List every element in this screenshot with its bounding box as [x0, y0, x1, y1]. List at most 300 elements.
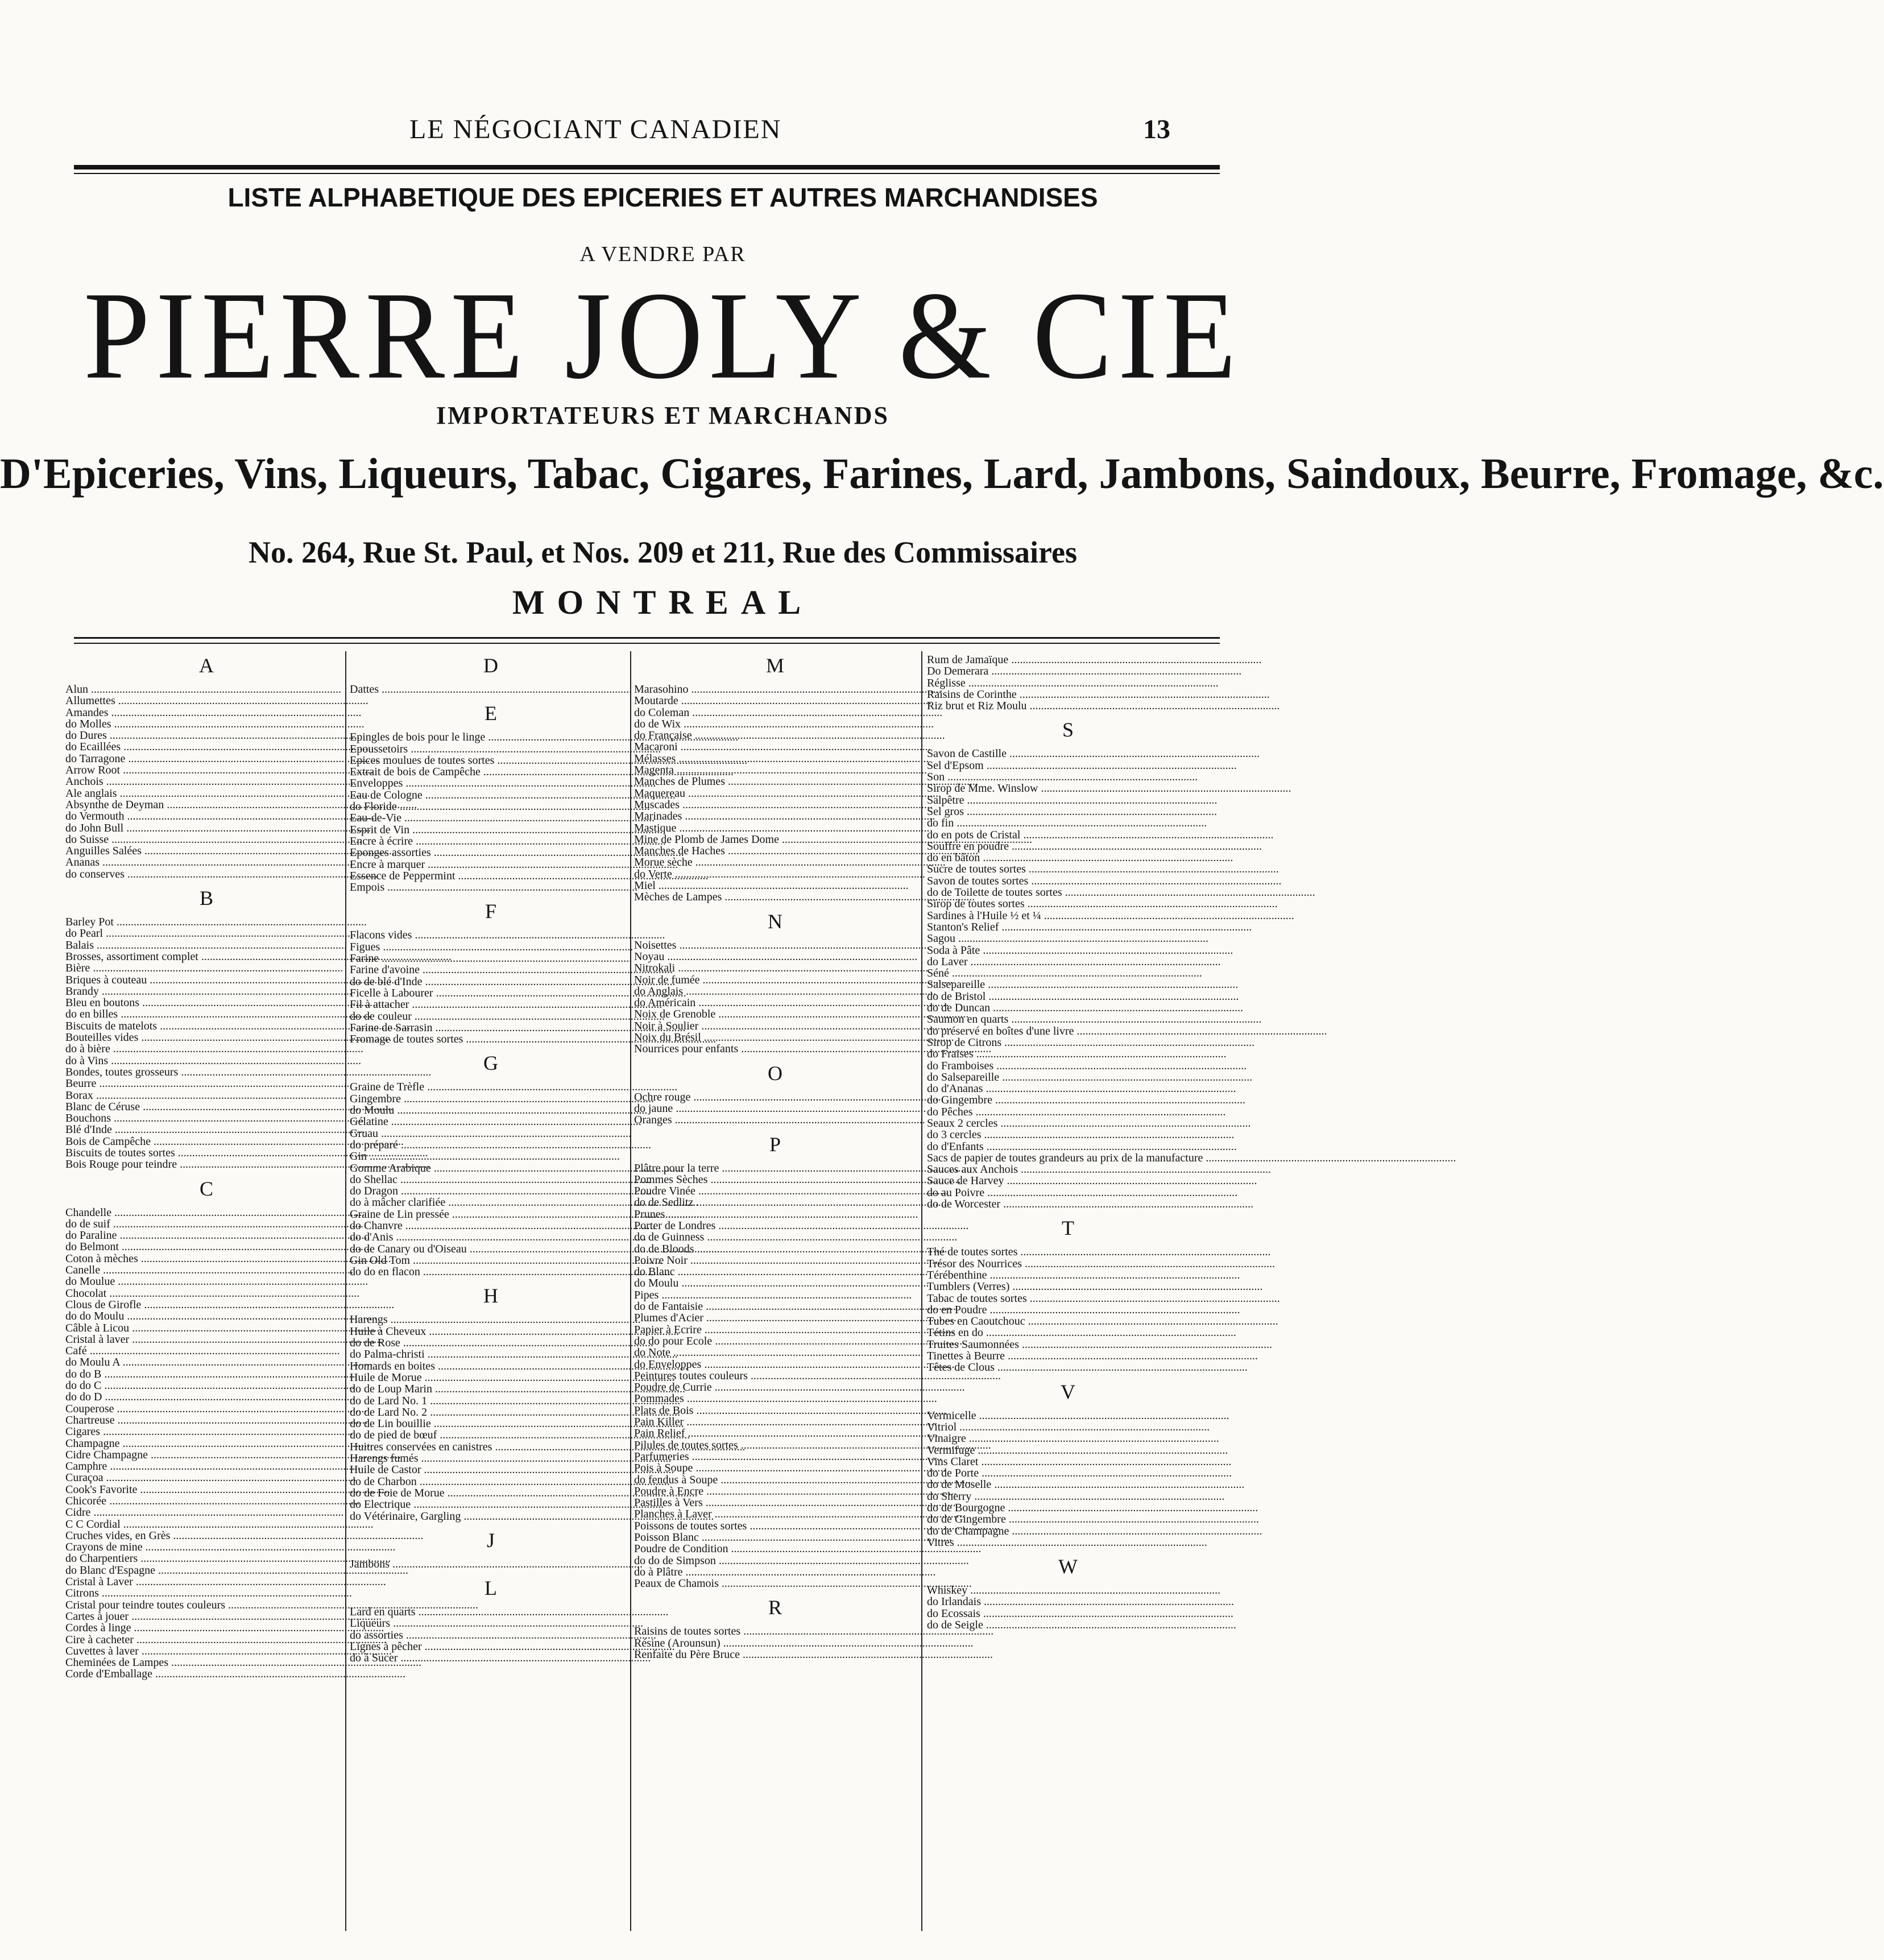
list-item: Poisson Blanc ..... [634, 1532, 918, 1543]
list-item: do à Plâtre ..... [634, 1566, 918, 1578]
list-item: Vitriol ..... [927, 1421, 1211, 1433]
list-item: do Ecossais ..... [927, 1608, 1211, 1619]
list-item: do de Bristol ..... [927, 991, 1211, 1002]
list-item: Mèches de Lampes ..... [634, 891, 918, 903]
list-item: Gélatine ..... [350, 1116, 634, 1127]
letter-heading: O [768, 1061, 785, 1085]
list-item: Lignes à pêcher ..... [350, 1641, 634, 1652]
list-item: Bois Rouge pour teindre ..... [65, 1159, 350, 1170]
list-item: Peaux de Chamois ..... [634, 1578, 918, 1589]
list-item: Pastilles à Vers ..... [634, 1497, 918, 1508]
list-item: do Floride ..... [350, 801, 634, 812]
list-item: Corde d'Emballage ..... [65, 1668, 350, 1680]
list-item: Vinaigre ..... [927, 1433, 1211, 1444]
list-item: Graine de Lin pressée ..... [350, 1209, 634, 1220]
list-item: C C Cordial ..... [65, 1519, 350, 1530]
list-item: Poudre de Condition ..... [634, 1543, 918, 1554]
list-item: Absynthe de Deyman ..... [65, 799, 350, 811]
list-item: Maquereau ..... [634, 788, 918, 799]
list-item: Extrait de bois de Campêche ..... [350, 766, 634, 778]
list-item: do de Porte ..... [927, 1467, 1211, 1479]
list-item: Mastique ..... [634, 822, 918, 834]
list-item: Encre à écrire ..... [350, 836, 634, 847]
list-item: do conserves ..... [65, 869, 350, 880]
list-item: Pilules de toutes sortes ..... [634, 1440, 918, 1451]
list-item: Eau de Cologne ..... [350, 789, 634, 801]
list-item: do Gingembre ..... [927, 1094, 1211, 1106]
list-item: do Framboises ..... [927, 1060, 1211, 1072]
list-item: do Française ..... [634, 730, 918, 741]
goods-line: D'Epiceries, Vins, Liqueurs, Tabac, Cigares, Farines, Lard, Jambons, Saindoux, Beurre, Fromage, &c. [0, 450, 1884, 498]
list-item: Chartreuse ..... [65, 1415, 350, 1426]
list-item: do de Champagne ..... [927, 1525, 1211, 1537]
list-item: Salpêtre ..... [927, 795, 1211, 806]
list-item: do Américain ..... [634, 997, 918, 1008]
list-item: Sel gros ..... [927, 806, 1211, 817]
list-item: Ochre rouge ..... [634, 1091, 918, 1103]
list-item: Cartes à jouer ..... [65, 1611, 350, 1622]
letter-heading: P [769, 1132, 784, 1156]
list-item: Pommades ..... [634, 1393, 918, 1404]
list-item: do en bâton ..... [927, 852, 1211, 863]
list-item: Poudre à Encre ..... [634, 1486, 918, 1497]
list-item: do Shellac ..... [350, 1174, 634, 1185]
list-item: do Ecaillées ..... [65, 741, 350, 752]
list-item: do en Poudre ..... [927, 1304, 1211, 1316]
list-item: do d'Ananas ..... [927, 1083, 1211, 1094]
list-item: Cidre Champagne ..... [65, 1449, 350, 1461]
letter-heading: H [483, 1284, 500, 1308]
list-item: Fromage de toutes sortes ..... [350, 1033, 634, 1045]
list-item: do de Lin bouillie ..... [350, 1418, 634, 1429]
list-item: Sucre de toutes sortes ..... [927, 863, 1211, 875]
list-item: do Molles ..... [65, 718, 350, 730]
company-name: PIERRE JOLY & CIE [83, 266, 1243, 406]
list-item: Lard en quarts ..... [350, 1606, 634, 1618]
city-name: MONTREAL [512, 584, 814, 621]
list-item: Nitrokali ..... [634, 962, 918, 974]
list-item: Harengs fumés ..... [350, 1453, 634, 1464]
list-item: Cruches vides, en Grès ..... [65, 1530, 350, 1541]
list-item: Marinades ..... [634, 811, 918, 822]
list-item: Chicorée ..... [65, 1495, 350, 1507]
list-item: Mine de Plomb de James Dome ..... [634, 834, 918, 845]
list-item: Muscades ..... [634, 799, 918, 811]
list-item: Renfaite du Père Bruce ..... [634, 1649, 918, 1660]
list-item: Poissons de toutes sortes ..... [634, 1520, 918, 1532]
list-item: Briques à couteau ..... [65, 974, 350, 986]
list-item: Câble à Licou ..... [65, 1322, 350, 1334]
list-item: do do de Simpson ..... [634, 1555, 918, 1566]
list-item: Homards en boites ..... [350, 1361, 634, 1372]
list-item: Essence de Peppermint ..... [350, 870, 634, 882]
list-item: Gingembre ..... [350, 1093, 634, 1105]
list-item: Alun ..... [65, 684, 350, 695]
letter-heading: A [199, 654, 216, 677]
list-item: Cordes à linge ..... [65, 1622, 350, 1634]
list-item: Planches à Laver ..... [634, 1508, 918, 1520]
list-item: Harengs ..... [350, 1314, 634, 1325]
list-item: Noix du Brésil ..... [634, 1032, 918, 1043]
list-item: do de Foie de Morue ..... [350, 1487, 634, 1499]
list-item: Liqueurs ..... [350, 1618, 634, 1629]
page-number: 13 [1143, 114, 1170, 144]
list-item: Plâtre pour la terre ..... [634, 1163, 918, 1174]
list-item: do Moulu ..... [634, 1277, 918, 1289]
list-item: Enveloppes ..... [350, 778, 634, 789]
list-item: Noix de Grenoble ..... [634, 1008, 918, 1020]
list-item: do do D ..... [65, 1391, 350, 1403]
list-item: Sirop de toutes sortes ..... [927, 898, 1211, 909]
list-item: Miel ..... [634, 880, 918, 891]
list-item: do de pied de bœuf ..... [350, 1429, 634, 1441]
journal-title: LE NÉGOCIANT CANADIEN [409, 114, 782, 144]
list-item: Epingles de bois pour le linge ..... [350, 731, 634, 743]
list-item: Bondes, toutes grosseurs ..... [65, 1066, 350, 1078]
list-item: do Vétérinaire, Gargling ..... [350, 1511, 634, 1522]
list-item: do Pêches ..... [927, 1106, 1211, 1118]
list-item: do de Toilette de toutes sortes ..... [927, 887, 1211, 898]
list-item: Sardines à l'Huile ½ et ¼ ..... [927, 910, 1211, 921]
list-item: do Laver ..... [927, 956, 1211, 967]
list-item: Dattes ..... [350, 684, 634, 695]
list-item: Anchois ..... [65, 776, 350, 787]
list-item: Parfumeries ..... [634, 1451, 918, 1462]
list-item: Ficelle à Labourer ..... [350, 987, 634, 999]
list-item: Blanc de Céruse ..... [65, 1101, 350, 1113]
list-item: Raisins de toutes sortes ..... [634, 1626, 918, 1637]
list-top-rule-thin [74, 643, 1220, 644]
list-item: Poudre de Currie ..... [634, 1382, 918, 1393]
letter-heading: L [485, 1577, 499, 1600]
company-subtitle: IMPORTATEURS ET MARCHANDS [436, 402, 890, 429]
list-item: do d'Enfants ..... [927, 1141, 1211, 1152]
list-item: Prunes ..... [634, 1209, 918, 1220]
list-item: Ale anglais ..... [65, 788, 350, 799]
list-item: Huile à Cheveux ..... [350, 1326, 634, 1337]
list-item: Noir à Soulier ..... [634, 1020, 918, 1032]
list-item: Arrow Root ..... [65, 764, 350, 776]
list-item: do Chanvre ..... [350, 1220, 634, 1231]
list-item: Do Demerara ..... [927, 665, 1211, 677]
list-item: Sacs de papier de toutes grandeurs au prix de la manufacture ..... [927, 1152, 1211, 1164]
list-item: Pain Killer ..... [634, 1416, 918, 1428]
list-item: Sel d'Epsom ..... [927, 760, 1211, 771]
list-item: do jaune ..... [634, 1103, 918, 1114]
list-item: do de Lard No. 2 ..... [350, 1407, 634, 1418]
list-item: do Palma-christi ..... [350, 1349, 634, 1360]
list-item: do do B ..... [65, 1368, 350, 1380]
list-item: do de Loup Marin ..... [350, 1383, 634, 1395]
list-item: do Anglais ..... [634, 986, 918, 997]
list-item: Whiskey ..... [927, 1585, 1211, 1596]
list-item: do à Sucer ..... [350, 1652, 634, 1664]
list-item: Cook's Favorite ..... [65, 1484, 350, 1495]
letter-heading: E [485, 702, 499, 725]
list-item: do Dures ..... [65, 730, 350, 741]
list-item: Citrons ..... [65, 1587, 350, 1599]
list-item: Noisettes ..... [634, 940, 918, 951]
list-item: do de Canary ou d'Oiseau ..... [350, 1243, 634, 1255]
list-item: Flacons vides ..... [350, 929, 634, 941]
list-item: Huile de Morue ..... [350, 1372, 634, 1383]
list-item: do de Gingembre ..... [927, 1514, 1211, 1525]
list-item: Farine ..... [350, 953, 634, 964]
letter-heading: G [483, 1052, 500, 1075]
list-item: do Moulu ..... [350, 1105, 634, 1116]
list-item: do Irlandais ..... [927, 1596, 1211, 1607]
list-item: do Pearl ..... [65, 928, 350, 939]
list-item: do à mâcher clarifiée ..... [350, 1197, 634, 1208]
list-item: Marasohino ..... [634, 684, 918, 695]
list-item: do do pour Ecole ..... [634, 1335, 918, 1347]
list-item: Sauce de Harvey ..... [927, 1175, 1211, 1186]
list-item: do de Seigle ..... [927, 1619, 1211, 1631]
list-item: Balais ..... [65, 940, 350, 951]
list-item: Tubes en Caoutchouc ..... [927, 1316, 1211, 1327]
list-item: Gruau ..... [350, 1128, 634, 1139]
letter-heading: B [199, 887, 216, 910]
list-item: do John Bull ..... [65, 822, 350, 834]
list-item: do do Moulu ..... [65, 1310, 350, 1322]
list-item: Eponges assorties ..... [350, 847, 634, 858]
list-item: Mélasses ..... [634, 753, 918, 764]
list-item: Vermifuge ..... [927, 1445, 1211, 1456]
list-item: Chandelle ..... [65, 1207, 350, 1218]
list-item: Encre à marquer ..... [350, 859, 634, 870]
list-item: do Sherry ..... [927, 1491, 1211, 1502]
list-item: Crayons de mine ..... [65, 1541, 350, 1553]
list-item: Cidre ..... [65, 1507, 350, 1518]
list-item: do fendus à Soupe ..... [634, 1474, 918, 1486]
list-item: Réglisse ..... [927, 677, 1211, 689]
list-item: do Blanc d'Espagne ..... [65, 1565, 350, 1576]
list-item: Porter de Londres ..... [634, 1220, 918, 1231]
list-item: Pommes Sèches ..... [634, 1174, 918, 1185]
list-item: Oranges ..... [634, 1114, 918, 1126]
list-item: Pois à Soupe ..... [634, 1462, 918, 1474]
list-item: Bouteilles vides ..... [65, 1032, 350, 1043]
list-item: Plumes d'Acier ..... [634, 1312, 918, 1324]
list-item: do Tarragone ..... [65, 753, 350, 764]
list-item: Curaçoa ..... [65, 1472, 350, 1483]
list-column-3 [634, 654, 918, 1660]
list-item: Bois de Campêche ..... [65, 1136, 350, 1147]
list-item: do de Rose ..... [350, 1337, 634, 1349]
list-item: Truites Saumonnées ..... [927, 1339, 1211, 1350]
list-item: Tinettes à Beurre ..... [927, 1350, 1211, 1362]
list-item: Cristal à laver ..... [65, 1334, 350, 1345]
list-item: do au Poivre ..... [927, 1187, 1211, 1198]
list-item: Son ..... [927, 771, 1211, 783]
list-item: Riz brut et Riz Moulu ..... [927, 700, 1211, 712]
list-item: Camphre ..... [65, 1461, 350, 1472]
list-item: Jambons ..... [350, 1558, 634, 1570]
list-item: Noir de fumée ..... [634, 974, 918, 986]
list-item: Vitres ..... [927, 1537, 1211, 1548]
list-item: Biscuits de matelots ..... [65, 1020, 350, 1032]
list-item: Cigares ..... [65, 1426, 350, 1437]
list-item: Figues ..... [350, 941, 634, 953]
list-item: Canelle ..... [65, 1264, 350, 1276]
letter-heading: W [1058, 1555, 1080, 1578]
list-item: Nourrices pour enfants ..... [634, 1043, 918, 1055]
list-item: do Dragon ..... [350, 1185, 634, 1197]
list-item: do Paraline ..... [65, 1230, 350, 1241]
list-item: Gin Old Tom ..... [350, 1255, 634, 1266]
list-item: Trésor des Nourrices ..... [927, 1258, 1211, 1270]
list-item: Bleu en boutons ..... [65, 997, 350, 1008]
list-item: do de Lard No. 1 ..... [350, 1395, 634, 1407]
list-item: Magenta ..... [634, 764, 918, 776]
list-item: do Salsepareille ..... [927, 1072, 1211, 1083]
list-item: do Verte ..... [634, 869, 918, 880]
list-item: Sirop de Mme. Winslow ..... [927, 783, 1211, 794]
list-item: Barley Pot ..... [65, 916, 350, 928]
list-item: Pipes ..... [634, 1289, 918, 1301]
list-item: do Vermouth ..... [65, 811, 350, 822]
list-item: do Fraises ..... [927, 1048, 1211, 1060]
list-item: Fil à attacher ..... [350, 999, 634, 1010]
list-item: do Note ..... [634, 1347, 918, 1358]
list-item: Biscuits de toutes sortes ..... [65, 1147, 350, 1159]
list-item: Cheminées de Lampes ..... [65, 1657, 350, 1668]
list-item: do de Guinness ..... [634, 1231, 918, 1243]
list-item: Borax ..... [65, 1090, 350, 1101]
list-item: do de Duncan ..... [927, 1002, 1211, 1014]
list-item: Epices moulues de toutes sortes ..... [350, 755, 634, 766]
list-item: do Enveloppes ..... [634, 1359, 918, 1370]
list-column-2 [350, 654, 634, 1664]
list-item: do fin ..... [927, 817, 1211, 829]
list-item: Epoussetoirs ..... [350, 743, 634, 755]
letter-heading: V [1061, 1380, 1078, 1403]
list-item: Macaroni ..... [634, 741, 918, 752]
letter-heading: M [765, 654, 786, 677]
list-item: Vins Claret ..... [927, 1456, 1211, 1467]
list-item: Têtes de Clous ..... [927, 1362, 1211, 1373]
list-item: Pain Relief ..... [634, 1428, 918, 1439]
list-item: Raisins de Corinthe ..... [927, 689, 1211, 700]
list-item: do Electrique ..... [350, 1499, 634, 1510]
header-rule-thick [74, 165, 1220, 169]
letter-heading: C [199, 1177, 216, 1200]
list-item: do Belmont ..... [65, 1241, 350, 1252]
list-heading: LISTE ALPHABETIQUE DES EPICERIES ET AUTRES MARCHANDISES [227, 183, 1098, 212]
list-item: Eau-de-Vie ..... [350, 812, 634, 824]
list-item: do à bière ..... [65, 1043, 350, 1055]
list-item: Thé de toutes sortes ..... [927, 1246, 1211, 1258]
list-item: Cristal à Laver ..... [65, 1576, 350, 1587]
list-item: do en pots de Cristal ..... [927, 829, 1211, 841]
list-item: Tabac de toutes sortes ..... [927, 1293, 1211, 1304]
list-item: Séné ..... [927, 967, 1211, 979]
list-item: Beurre ..... [65, 1078, 350, 1089]
list-item: Moutarde ..... [634, 695, 918, 706]
list-item: do de Sedlitz ..... [634, 1197, 918, 1208]
list-item: Stanton's Relief ..... [927, 921, 1211, 933]
list-item: Sauces aux Anchois ..... [927, 1164, 1211, 1175]
list-item: do de Fantaisie ..... [634, 1301, 918, 1312]
list-item: Huile de Castor ..... [350, 1464, 634, 1475]
list-top-rule [74, 637, 1220, 639]
letter-heading: N [768, 909, 785, 933]
list-item: Gomme Arabique ..... [350, 1163, 634, 1174]
list-item: Salsepareille ..... [927, 979, 1211, 990]
list-item: do de Bourgogne ..... [927, 1502, 1211, 1514]
list-item: Graine de Trèfle ..... [350, 1081, 634, 1093]
list-item: do do en flacon ..... [350, 1266, 634, 1277]
list-item: Ananas ..... [65, 857, 350, 868]
list-item: Tétins en do ..... [927, 1327, 1211, 1338]
list-item: Plats de Bois ..... [634, 1405, 918, 1416]
list-item: Sagou ..... [927, 933, 1211, 944]
address-line: No. 264, Rue St. Paul, et Nos. 209 et 211, Rue des Commissaires [249, 535, 1077, 569]
list-item: Huitres conservées en canistres ..... [350, 1441, 634, 1453]
list-item: Savon de toutes sortes ..... [927, 875, 1211, 887]
list-item: Café ..... [65, 1345, 350, 1357]
list-item: do de suif ..... [65, 1218, 350, 1230]
list-item: Rum de Jamaïque ..... [927, 654, 1211, 665]
list-item: Allumettes ..... [65, 695, 350, 706]
header-rule-thin [74, 173, 1220, 174]
list-item: Noyau ..... [634, 951, 918, 962]
letter-heading: F [485, 900, 499, 923]
list-item: Poudre Vinée ..... [634, 1185, 918, 1197]
list-item: do do C ..... [65, 1380, 350, 1391]
letter-heading: T [1062, 1217, 1076, 1240]
list-item: do à Vins ..... [65, 1055, 350, 1066]
list-item: Gin ..... [350, 1151, 634, 1162]
list-item: Manches de Plumes ..... [634, 776, 918, 787]
list-item: Bouchons ..... [65, 1113, 350, 1124]
letter-heading: R [768, 1596, 784, 1619]
list-item: Poivre Noir ..... [634, 1255, 918, 1266]
list-item: do de Charbon ..... [350, 1476, 634, 1487]
letter-heading: J [486, 1528, 497, 1552]
list-item: Sirop de Citrons ..... [927, 1037, 1211, 1048]
list-item: Saumon en quarts ..... [927, 1014, 1211, 1025]
list-item: Papier à Ecrire ..... [634, 1324, 918, 1335]
list-item: Coton à mèches ..... [65, 1253, 350, 1264]
list-item: Morue sèche ..... [634, 857, 918, 868]
list-item: do Charpentiers ..... [65, 1553, 350, 1564]
list-item: Esprit de Vin ..... [350, 824, 634, 836]
list-item: do de blé d'Inde ..... [350, 976, 634, 987]
list-item: do 3 cercles ..... [927, 1129, 1211, 1140]
list-item: Blé d'Inde ..... [65, 1124, 350, 1135]
list-item: Souffre en poudre ..... [927, 841, 1211, 852]
list-item: Bière ..... [65, 962, 350, 974]
list-item: Farine de Sarrasin ..... [350, 1022, 634, 1033]
list-item: Térébenthine ..... [927, 1270, 1211, 1281]
list-item: do préservé en boîtes d'une livre ..... [927, 1026, 1211, 1037]
list-item: Soda à Pâte ..... [927, 945, 1211, 956]
list-item: do d'Anis ..... [350, 1231, 634, 1243]
list-item: do de Wix ..... [634, 718, 918, 730]
list-item: Empois ..... [350, 882, 634, 893]
list-column-1 [65, 654, 350, 1680]
list-item: do de Bloods ..... [634, 1243, 918, 1255]
list-item: Couperose ..... [65, 1403, 350, 1415]
list-item: do préparé ..... [350, 1139, 634, 1151]
list-item: Chocolat ..... [65, 1288, 350, 1299]
list-item: Résine (Arounsun) ..... [634, 1638, 918, 1649]
list-item: do en billes ..... [65, 1008, 350, 1020]
list-item: Seaux 2 cercles ..... [927, 1118, 1211, 1129]
list-item: Savon de Castille ..... [927, 748, 1211, 759]
list-item: Anguilles Salées ..... [65, 845, 350, 857]
